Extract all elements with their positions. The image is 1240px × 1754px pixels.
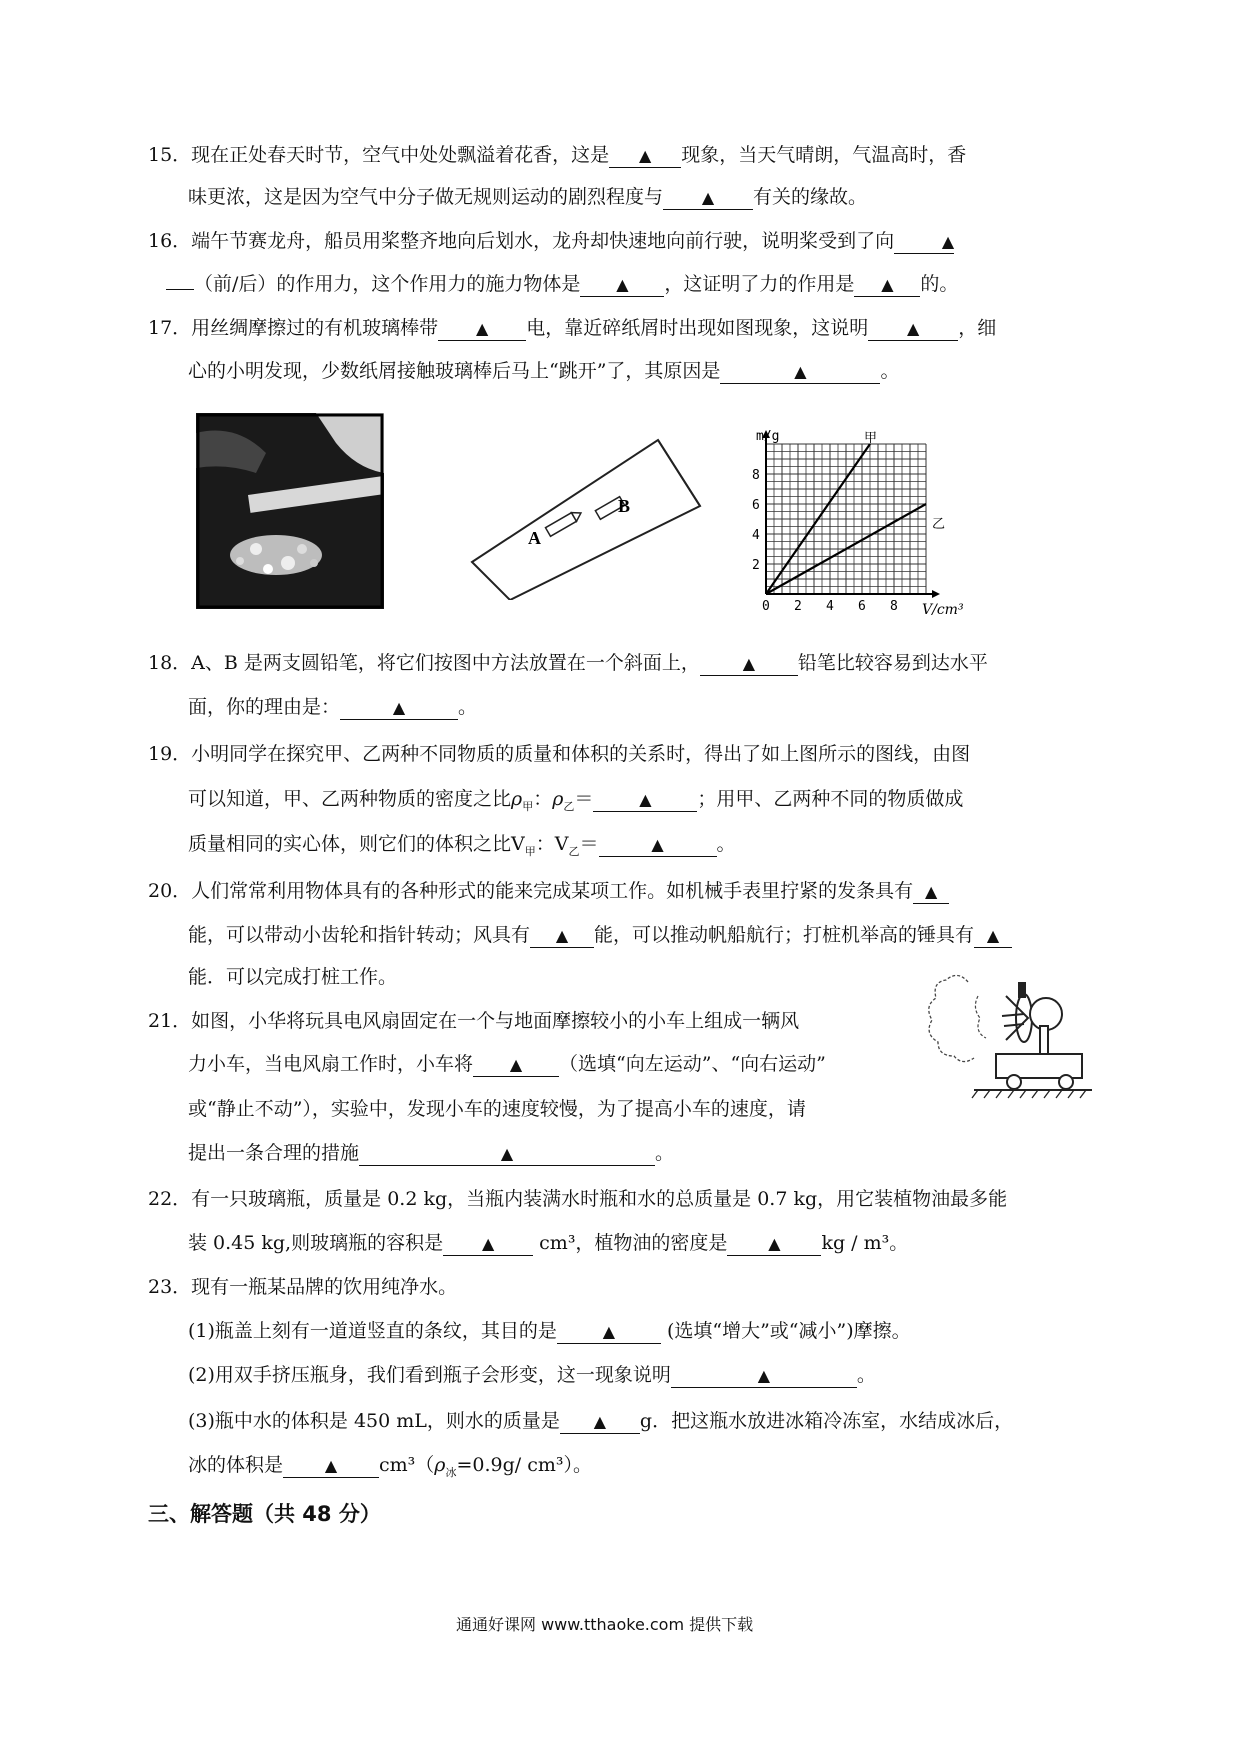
q19-line2: 可以知道，甲、乙两种物质的密度之比$\rho_甲$：$\rho_乙=$ ▲ ；用甲、乙两种不同的物质做成 [188, 788, 964, 813]
q20-line1: 20．人们常常利用物体具有的各种形式的能来完成某项工作。如机械手表里拧紧的发条具有 ▲ [148, 878, 949, 904]
q15-line1: 15．现在正处春天时节，空气中处处飘溢着花香，这是 ▲ 现象，当天气晴朗，气温高时，香 [148, 144, 967, 166]
answer-blank[interactable]: ▲ [530, 924, 594, 948]
q20-line3: 能．可以完成打桩工作。 [188, 966, 398, 988]
answer-blank[interactable]: ▲ [671, 1364, 857, 1388]
answer-blank[interactable]: ▲ [438, 317, 526, 341]
answer-blank[interactable]: ▲ [359, 1142, 655, 1166]
x-tick-label: 2 [794, 599, 802, 614]
answer-blank-cont[interactable] [166, 289, 194, 290]
answer-blank[interactable]: ▲ [340, 696, 458, 720]
q23-part4: 冰的体积是 ▲ $cm^3(\rho_冰=0.9g/$ cm³）。 [188, 1454, 592, 1479]
q15-line2: 味更浓，这是因为空气中分子做无规则运动的剧烈程度与 ▲ 有关的缘故。 [188, 186, 868, 208]
label-a: A [528, 528, 541, 548]
q19-line1: 19．小明同学在探究甲、乙两种不同物质的质量和体积的关系时，得出了如上图所示的图线，由图 [148, 743, 971, 765]
answer-blank[interactable]: ▲ [663, 186, 753, 210]
x-axis-arrow-icon [932, 590, 940, 598]
section-title: 三、解答题（共 48 分） [148, 1502, 381, 1526]
q17-line2: 心的小明发现，少数纸屑接触玻璃棒后马上“跳开”了，其原因是 ▲ 。 [188, 360, 900, 382]
q18-line1: 18．A、B 是两支圆铅笔，将它们按图中方法放置在一个斜面上， ▲ 铅笔比较容易到达水平 [148, 652, 988, 674]
answer-blank[interactable]: ▲ [854, 273, 920, 297]
q17-line1: 17．用丝绸摩擦过的有机玻璃棒带 ▲ 电，靠近碎纸屑时出现如图现象，这说明 ▲ ，细 [148, 317, 997, 339]
graph-grid [766, 444, 926, 594]
line-label-yi: 乙 [932, 517, 946, 532]
answer-blank[interactable]: ▲ [894, 230, 954, 254]
label-b: B [618, 496, 631, 516]
answer-blank[interactable]: ▲ [720, 360, 880, 384]
q16-line1: 16．端午节赛龙舟，船员用桨整齐地向后划水，龙舟却快速地向前行驶，说明桨受到了向 ▲ [148, 230, 955, 252]
q19-line3: 质量相同的实心体，则它们的体积之比$V_甲$：$V_乙=$ ▲ 。 [188, 833, 736, 858]
x-tick-label: 8 [890, 599, 898, 614]
answer-blank[interactable]: ▲ [473, 1053, 559, 1077]
q23-part3: (3)瓶中水的体积是 450 mL，则水的质量是 ▲ g．把这瓶水放进冰箱冷冻室，水结成冰后， [188, 1410, 1014, 1432]
q21-line4: 提出一条合理的措施 ▲ 。 [188, 1142, 675, 1164]
q22-line1: 22．有一只玻璃瓶，质量是 0.2 kg，当瓶内装满水时瓶和水的总质量是 0.7 kg，用它装植物油最多能 [148, 1188, 1008, 1210]
answer-blank[interactable]: ▲ [593, 788, 697, 812]
answer-blank[interactable]: ▲ [560, 1410, 640, 1434]
line-label-jia: 甲 [864, 431, 878, 446]
mass-volume-graph [736, 430, 972, 616]
q21-line1: 21．如图，小华将玩具电风扇固定在一个与地面摩擦较小的小车上组成一辆风 [148, 1010, 800, 1032]
q23-part2: (2)用双手挤压瓶身，我们看到瓶子会形变，这一现象说明 ▲ 。 [188, 1364, 876, 1386]
answer-blank[interactable]: ▲ [557, 1320, 661, 1344]
x-axis-label: V/cm³ [922, 602, 964, 616]
y-tick-label: 4 [752, 528, 760, 543]
cart-body [996, 1054, 1082, 1078]
y-tick-label: 2 [752, 558, 760, 573]
q22-line2: 装 0.45 kg,则玻璃瓶的容积是 ▲ cm³，植物油的密度是 ▲ kg / m³。 [188, 1232, 909, 1254]
q23-part1: (1)瓶盖上刻有一道道竖直的条纹，其目的是 ▲ (选填“增大”或“减小”)摩擦。 [188, 1320, 911, 1342]
cart-wheel-icon [1059, 1075, 1073, 1089]
answer-blank[interactable]: ▲ [609, 144, 681, 168]
q20-line2: 能，可以带动小齿轮和指针转动；风具有 ▲ 能，可以推动帆船航行；打桩机举高的锤具有 ▲ [188, 922, 1012, 948]
x-tick-label: 0 [762, 599, 770, 614]
q18-line2: 面，你的理由是： ▲ 。 [188, 696, 478, 718]
y-tick-label: 6 [752, 498, 760, 513]
incline-figure [468, 432, 706, 600]
paper-scraps-photo [196, 413, 384, 609]
answer-blank[interactable]: ▲ [599, 833, 717, 857]
fan-cart-figure [928, 966, 1094, 1112]
x-tick-label: 4 [826, 599, 834, 614]
answer-blank[interactable]: ▲ [974, 924, 1012, 948]
answer-blank[interactable]: ▲ [868, 317, 958, 341]
y-axis-label: m/g [756, 430, 780, 444]
graph-axes [762, 430, 940, 598]
fan-icon [1002, 982, 1062, 1056]
answer-blank[interactable]: ▲ [913, 880, 949, 904]
answer-blank[interactable]: ▲ [727, 1232, 821, 1256]
cart-wheel-icon [1007, 1075, 1021, 1089]
answer-blank[interactable]: ▲ [283, 1454, 379, 1478]
answer-blank[interactable]: ▲ [443, 1232, 533, 1256]
answer-blank[interactable]: ▲ [580, 273, 664, 297]
q21-line3: 或“静止不动”），实验中，发现小车的速度较慢，为了提高小车的速度，请 [188, 1098, 806, 1120]
footer-download-note: 通通好课网 www.tthaoke.com 提供下载 [456, 1615, 754, 1634]
q21-line2: 力小车，当电风扇工作时，小车将 ▲ （选填“向左运动”、“向右运动” [188, 1053, 826, 1075]
x-tick-label: 6 [858, 599, 866, 614]
incline-plane [472, 440, 700, 600]
y-tick-label: 8 [752, 468, 760, 483]
answer-blank[interactable]: ▲ [700, 652, 798, 676]
wind-cloud [929, 975, 974, 1061]
q16-line2: （前/后）的作用力，这个作用力的施力物体是 ▲ ，这证明了力的作用是 ▲ 的。 [166, 271, 958, 297]
q23-line1: 23．现有一瓶某品牌的饮用纯净水。 [148, 1276, 458, 1298]
